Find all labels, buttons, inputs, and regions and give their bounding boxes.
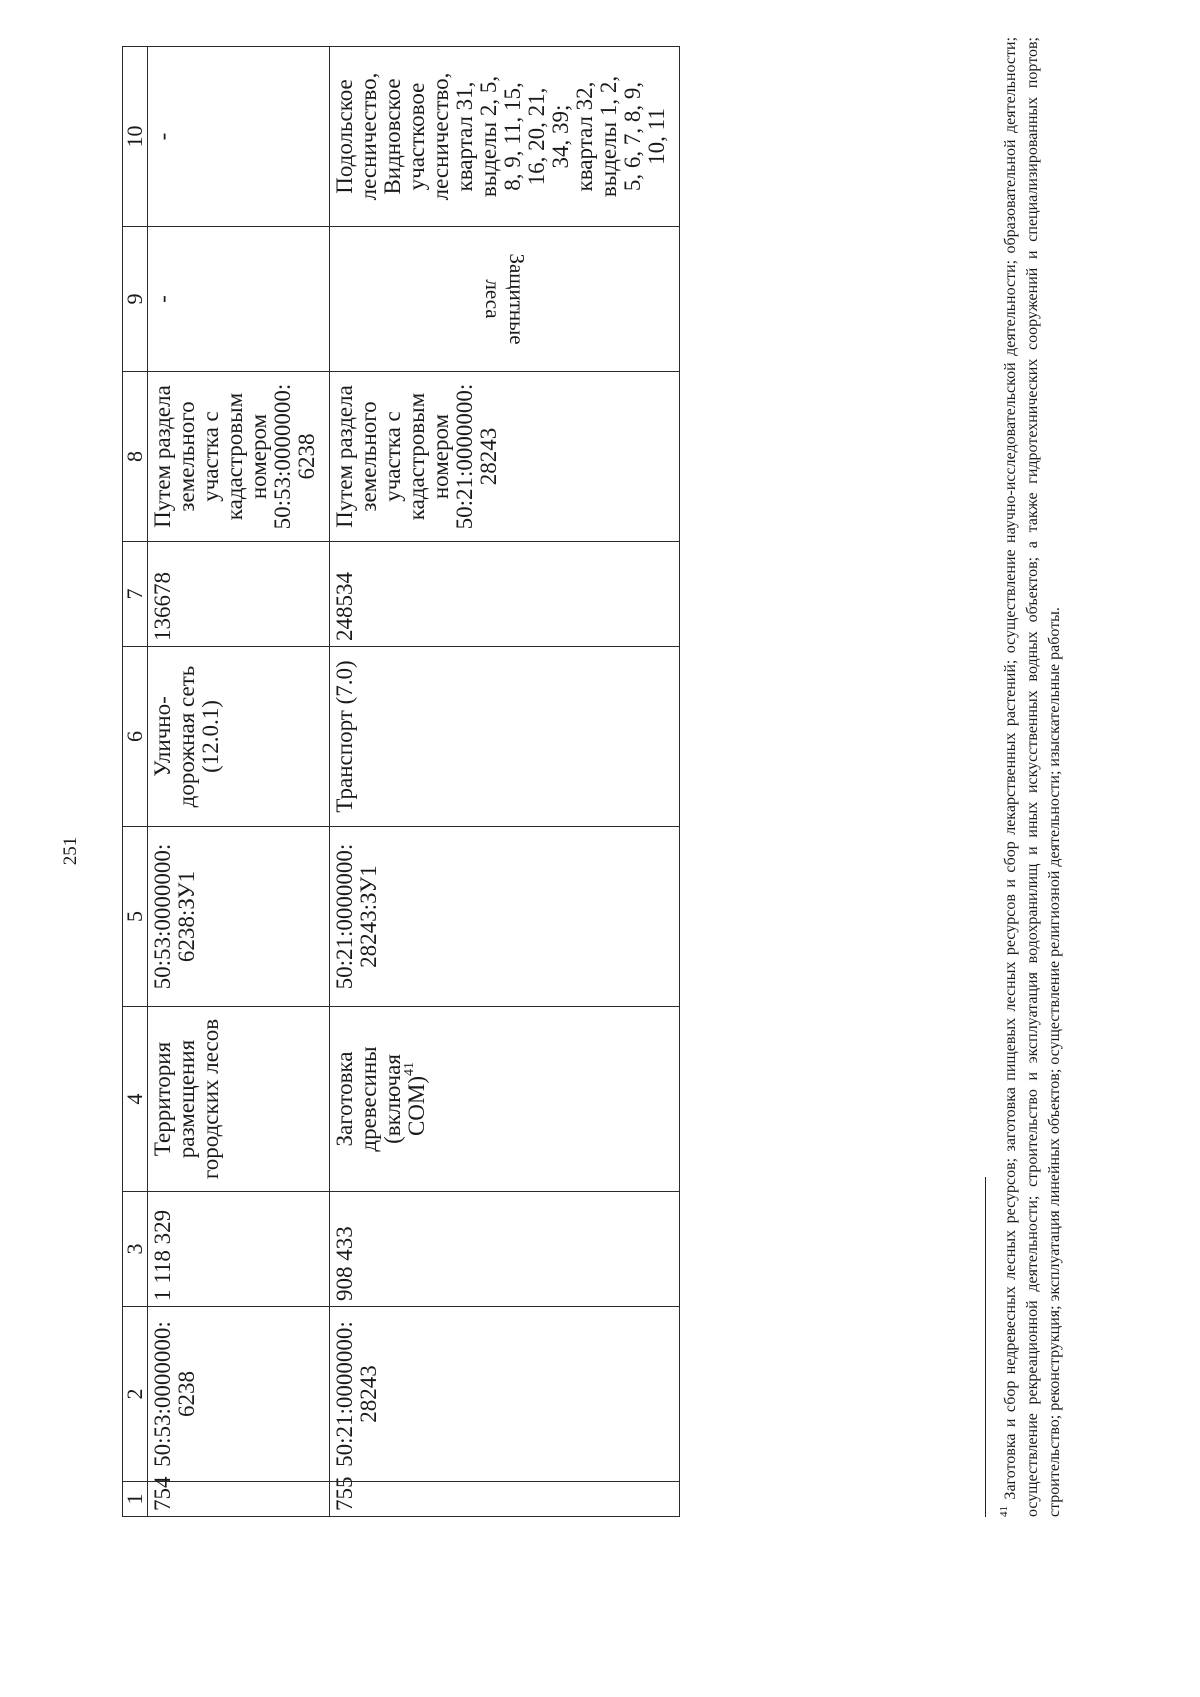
column-header: 4 bbox=[123, 1007, 148, 1192]
column-header: 1 bbox=[123, 1482, 148, 1517]
header-row bbox=[123, 47, 148, 1517]
footnote-marker: 41 bbox=[997, 1506, 1010, 1517]
land-use-cell bbox=[330, 1007, 680, 1192]
forest-category-cell: - bbox=[148, 227, 330, 372]
footnote-text: Заготовка и сбор недревесных лесных ресурсов; заготовка пищевых лесных ресурсов и сбор лекарственных растений; осуществление научно-исследовательской деятельности; образовательной деятельности; осуществление рекреационной деятельности; строительство и эксплуатация водохранилищ и иных искусственных водных объектов; а также гидротехнических сооружений и специализированных портов; строительство; реконструкция; эксплуатация линейных объектов; осуществление религиозной деятельности; изыскательные работы. bbox=[1002, 36, 1063, 1517]
row-number-cell: 754 bbox=[148, 1482, 330, 1517]
forestry-location-cell: - bbox=[148, 47, 330, 227]
column-header: 3 bbox=[123, 1192, 148, 1307]
column-header: 5 bbox=[123, 827, 148, 1007]
permitted-use-cell: Улично- дорожная сеть (12.0.1) bbox=[148, 647, 330, 827]
formation-method-cell: Путем раздела земельного участка с кадастровым номером 50:53:0000000: 6238 bbox=[148, 372, 330, 542]
footnote bbox=[997, 36, 1066, 1517]
row-number-cell: 755 bbox=[330, 1482, 680, 1517]
footnote-reference: 41 bbox=[402, 1061, 418, 1076]
page-number: 251 bbox=[60, 836, 81, 866]
new-plot-area-cell: 136678 bbox=[148, 542, 330, 647]
area-cell: 908 433 bbox=[330, 1192, 680, 1307]
table-row bbox=[148, 47, 330, 1517]
formation-method-cell: Путем раздела земельного участка с кадастровым номером 50:21:0000000: 28243 bbox=[330, 372, 680, 542]
column-header: 2 bbox=[123, 1307, 148, 1482]
column-header: 10 bbox=[123, 47, 148, 227]
column-header: 8 bbox=[123, 372, 148, 542]
land-use-cell: Территория размещения городских лесов bbox=[148, 1007, 330, 1192]
forestry-location-cell: Подольское лесничество, Видновское участковое лесничество, квартал 31, выделы 2, 5, 8, 9, 11, 15, 16, 20, 21, 34, 39; квартал 32, выделы 1, 2, 5, 6, 7, 8, 9, 10, 11 bbox=[330, 47, 680, 227]
table-row bbox=[330, 47, 680, 1517]
new-plot-area-cell: 248534 bbox=[330, 542, 680, 647]
new-plot-number-cell: 50:21:0000000: 28243:ЗУ1 bbox=[330, 827, 680, 1007]
column-header: 6 bbox=[123, 647, 148, 827]
footnote-divider bbox=[985, 1177, 986, 1517]
cadastral-number-cell: 50:21:0000000: 28243 bbox=[330, 1307, 680, 1482]
column-header: 7 bbox=[123, 542, 148, 647]
permitted-use-cell: Транспорт (7.0) bbox=[330, 647, 680, 827]
land-plot-table bbox=[122, 46, 680, 1517]
forest-category-cell bbox=[330, 227, 680, 372]
land-use-text: Заготовка древесины (включая СОМ) bbox=[332, 1046, 429, 1152]
cadastral-number-cell: 50:53:0000000: 6238 bbox=[148, 1307, 330, 1482]
forest-category-text: Защитные леса bbox=[480, 253, 529, 345]
area-cell: 1 118 329 bbox=[148, 1192, 330, 1307]
new-plot-number-cell: 50:53:0000000: 6238:ЗУ1 bbox=[148, 827, 330, 1007]
column-header: 9 bbox=[123, 227, 148, 372]
